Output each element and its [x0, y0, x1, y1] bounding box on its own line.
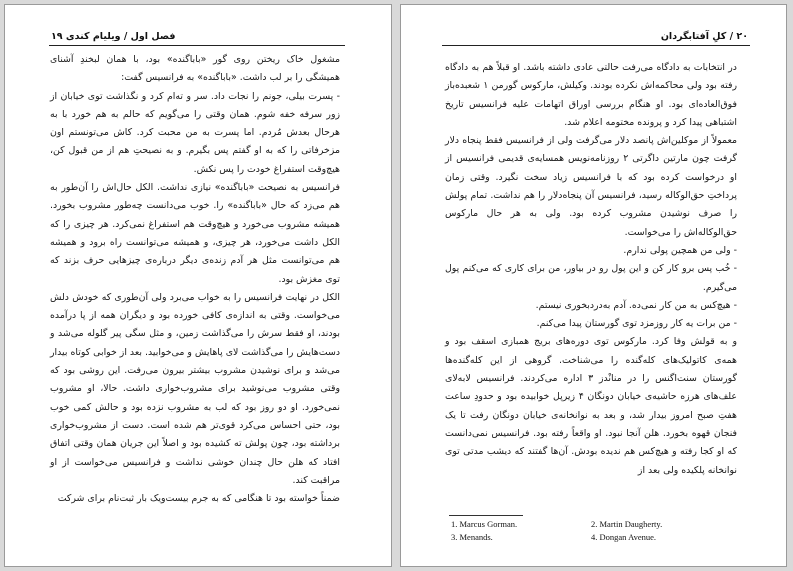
paragraph: مشغول خاک ریختن روی گور «باباگنده» بود، با همان لبخندِ آشنای همیشگی را بر لب داشت. «باباگنده» به فرانسیس گفت:: [50, 54, 340, 84]
paragraph: - ولی من همچین پولی ندارم.: [623, 244, 737, 256]
paragraph: - من برات یه کار روزمزد توی گورستان پیدا می‌کنم.: [536, 318, 737, 330]
body-text: [50, 51, 340, 508]
paragraph: الکل در نهایت فرانسیس را به خواب می‌برد ولی آن‌طوری که خودش دلش می‌خواست. وقتی به اندازه‌ی کافی خورده بود و دیگران همه از پا درآمده بودند، او فقط سرش را می‌گذاشت زمین، و مثل سگی پیر گلوله می‌شد و دست‌هایش را می‌گذاشت لای پاهایش و می‌خوابید. بعد از خوابی کوتاه بیدار می‌شد و برای نوشیدن مشروب بیشتر بیرون می‌رفت. این روشی بود که وقتی مشروب می‌نوشید برای مشروب‌خواری داشت. حالا، او مشروب نمی‌خورد. او دو روز بود که لب به مشروب نزده بود و حالش کمی خوب بود، حتی احساس می‌کرد قوی‌تر هم شده است. دست از مشروب‌خواری برداشته بود، چون پولش ته کشیده بود و اصلاً این جریان همان وقتی اتفاق افتاد که هلن حال چندان خوشی نداشت و فرانسیس می‌خواست از او مراقبت کند.: [50, 291, 340, 486]
paragraph: ضمناً خواسته بود تا هنگامی که به جرم بیست‌ویک بار ثبت‌نام برای شرکت: [57, 493, 340, 505]
left-book-page: [4, 4, 392, 567]
footnote: 3. Menands.: [451, 532, 493, 542]
paragraph: - پسرت بیلی، جونم را نجات داد. سر و ته‌ام کرد و نگذاشت توی خیابان از زور سرفه خفه شوم. همان وقتی را می‌گویم که حالم به هم خورد با به هرحال بعدش مُردم. اما پسرت به من محبت کرد. کاش می‌تونستم اون مزخرفاتی را که به او گفتم پس بگیرم. و به نصیحتِ هم از من قبول کن، هیچ‌وقت استفراغ خودت را پس نکش.: [50, 90, 340, 175]
footnote-rule: [449, 515, 523, 516]
footnote: 2. Martin Daugherty.: [591, 519, 663, 529]
header-rule: [442, 45, 750, 46]
paragraph: - خُب پس برو کار کن و این پول رو در بیاور، من برای کاری که می‌کنم پول می‌گیرم.: [445, 263, 737, 293]
paragraph: فرانسیس به نصیحت «باباگنده» نیازی نداشت. الکل حال‌اش را آن‌طور به هم می‌زد که حال «باباگنده» را. خوب می‌دانست چه‌طور مشروب بخورد. همیشه مشروب می‌خورد و هیچ‌وقت هم استفراغ نمی‌کرد. هر چیزی را که الکل داشت می‌خورد، هر چیزی، و همیشه می‌توانست راه برود و همیشه هم می‌توانست مثل هر آدم زنده‌ی دیگر درباره‌ی چیزهایی حرف بزند که توی مغزش بود.: [50, 182, 340, 285]
header-rule: [49, 45, 345, 46]
paragraph: در انتخابات به دادگاه می‌رفت حالتی عادی داشته باشد. او قبلاً هم به دادگاه رفته بود ولی محاکمه‌اش نکرده بودند. وکیلش، مارکوس گورمن ۱ شعبده‌باز فوق‌العاده‌ای بود. او هنگام بررسی اوراق اتهامات علیه فرانسیس تاریخ اشتباهی پیدا کرد و پرونده مختومه اعلام شد.: [445, 62, 737, 128]
running-header: فصل اول / ویلیام کندی ۱۹: [51, 31, 176, 42]
paragraph: و به قولش وفا کرد. مارکوس توی دوره‌های بریج همبازی اسقف بود و همه‌ی کاتولیک‌های کله‌گنده را می‌شناخت. گروهی از این کله‌گنده‌ها گورستان سنت‌اگنس را در منانْدز ۳ اداره می‌کردند. فرانسیس لابه‌لای علف‌های هرزه حاشیه‌ی خیابان دونگان ۴ زیرپل خوابیده بود و حدودِ ساعت هفتِ صبح امروز بیدار شد، و بعد به نوانخانه‌ی خیابان دونگان رفت تا یک فنجان قهوه بخورد. هلن آنجا نبود. او واقعاً رفته بود. فرانسیس نمی‌دانست که او کجا رفته و هیچ‌کس هم ندیده بودش. آن‌ها گفتند که دیشب مدتی توی نوانخانه پلکیده ولی بعد از: [445, 336, 738, 476]
right-book-page: [400, 4, 787, 567]
footnote: 4. Dongan Avenue.: [591, 532, 656, 542]
footnote: 1. Marcus Gorman.: [451, 519, 518, 529]
body-text: [445, 59, 737, 480]
running-header: ۲۰ / کلِ آفتابگردان: [660, 31, 748, 42]
paragraph: - هیچ‌کس به من کار نمی‌ده. آدم به‌درد‌بخوری نیستم.: [535, 299, 737, 311]
paragraph: معمولاً از موکلین‌اش پانصد دلار می‌گرفت ولی از فرانسیس فقط پنجاه دلار گرفت چون مارتین داگرتی ۲ روزنامه‌نویس همسایه‌ی قدیمی فرانسیس از او درخواست کرده بود که با فرانسیس زیاد سخت نگیرد. وقتی زمان پرداختِ حق‌الوکاله رسید، فرانسیس آن پنجاه‌دلار را هم نداشت. تمام پولش را صرف نوشیدن مشروب کرده بود. ولی به هر حال مارکوس حق‌الوکاله‌اش را می‌خواست.: [445, 135, 737, 238]
